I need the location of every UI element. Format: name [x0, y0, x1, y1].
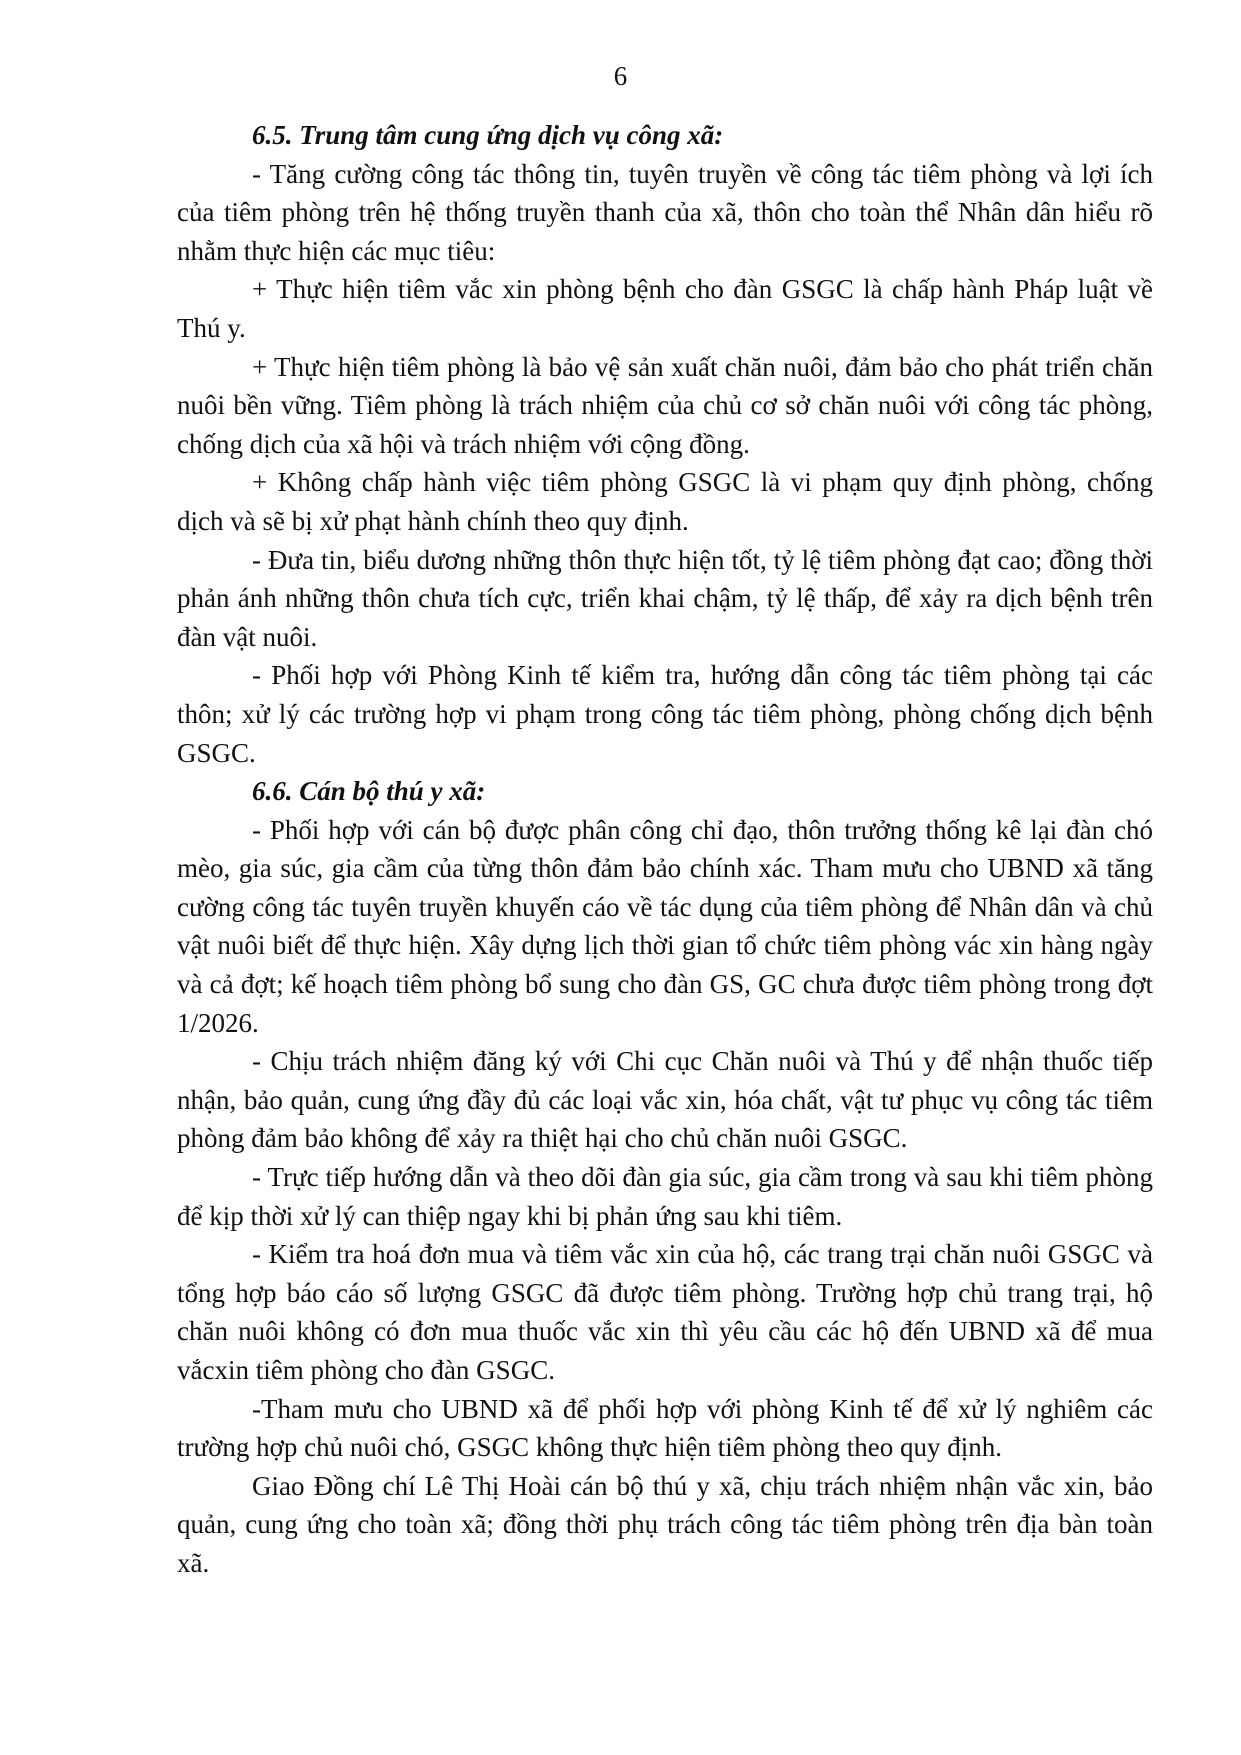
paragraph: - Phối hợp với cán bộ được phân công chỉ đạo, thôn trưởng thống kê lại đàn chó mèo, gia súc, gia cầm của từng thôn đảm bảo chính xác. Tham mưu cho UBND xã tăng cường công tác tuyên truyền khuyến cáo về tác dụng của tiêm phòng để Nhân dân và chủ vật nuôi biết để thực hiện. Xây dựng lịch thời gian tổ chức tiêm phòng vác xin hàng ngày và cả đợt; kế hoạch tiêm phòng bổ sung cho đàn GS, GC chưa được tiêm phòng trong đợt 1/2026. — [177, 814, 1153, 1038]
paragraph: - Chịu trách nhiệm đăng ký với Chi cục Chăn nuôi và Thú y để nhận thuốc tiếp nhận, bảo quản, cung ứng đầy đủ các loại vắc xin, hóa chất, vật tư phục vụ công tác tiêm phòng đảm bảo không để xảy ra thiệt hại cho chủ chăn nuôi GSGC. — [177, 1046, 1153, 1154]
paragraph: -Tham mưu cho UBND xã để phối hợp với phòng Kinh tế để xử lý nghiêm các trường hợp chủ nuôi chó, GSGC không thực hiện tiêm phòng theo quy định. — [177, 1393, 1153, 1463]
section-heading-6-5: 6.5. Trung tâm cung ứng dịch vụ công xã: — [252, 120, 724, 150]
document-body — [177, 116, 1153, 1583]
paragraph: - Kiểm tra hoá đơn mua và tiêm vắc xin của hộ, các trang trại chăn nuôi GSGC và tổng hợp báo cáo số lượng GSGC đã được tiêm phòng. Trường hợp chủ trang trại, hộ chăn nuôi không có đơn mua thuốc vắc xin thì yêu cầu các hộ đến UBND xã để mua vắcxin tiêm phòng cho đàn GSGC. — [177, 1239, 1153, 1385]
paragraph: + Thực hiện tiêm phòng là bảo vệ sản xuất chăn nuôi, đảm bảo cho phát triển chăn nuôi bền vững. Tiêm phòng là trách nhiệm của chủ cơ sở chăn nuôi với công tác phòng, chống dịch của xã hội và trách nhiệm với cộng đồng. — [177, 351, 1153, 459]
paragraph: - Trực tiếp hướng dẫn và theo dõi đàn gia súc, gia cầm trong và sau khi tiêm phòng để kịp thời xử lý can thiệp ngay khi bị phản ứng sau khi tiêm. — [177, 1162, 1153, 1231]
section-heading-6-6: 6.6. Cán bộ thú y xã: — [252, 776, 486, 807]
paragraph: + Không chấp hành việc tiêm phòng GSGC là vi phạm quy định phòng, chống dịch và sẽ bị xử phạt hành chính theo quy định. — [177, 467, 1153, 536]
paragraph: - Phối hợp với Phòng Kinh tế kiểm tra, hướng dẫn công tác tiêm phòng tại các thôn; xử lý các trường hợp vi phạm trong công tác tiêm phòng, phòng chống dịch bệnh GSGC. — [177, 660, 1153, 768]
page-number: 6 — [613, 61, 628, 91]
paragraph: Giao Đồng chí Lê Thị Hoài cán bộ thú y xã, chịu trách nhiệm nhận vắc xin, bảo quản, cung ứng cho toàn xã; đồng thời phụ trách công tác tiêm phòng trên địa bàn toàn xã. — [177, 1470, 1153, 1578]
paragraph: - Đưa tin, biểu dương những thôn thực hiện tốt, tỷ lệ tiêm phòng đạt cao; đồng thời phản ánh những thôn chưa tích cực, triển khai chậm, tỷ lệ thấp, để xảy ra dịch bệnh trên đàn vật nuôi. — [177, 544, 1153, 652]
paragraph: - Tăng cường công tác thông tin, tuyên truyền về công tác tiêm phòng và lợi ích của tiêm phòng trên hệ thống truyền thanh của xã, thôn cho toàn thể Nhân dân hiểu rõ nhằm thực hiện các mục tiêu: — [177, 158, 1153, 266]
paragraph: + Thực hiện tiêm vắc xin phòng bệnh cho đàn GSGC là chấp hành Pháp luật về Thú y. — [177, 274, 1153, 343]
